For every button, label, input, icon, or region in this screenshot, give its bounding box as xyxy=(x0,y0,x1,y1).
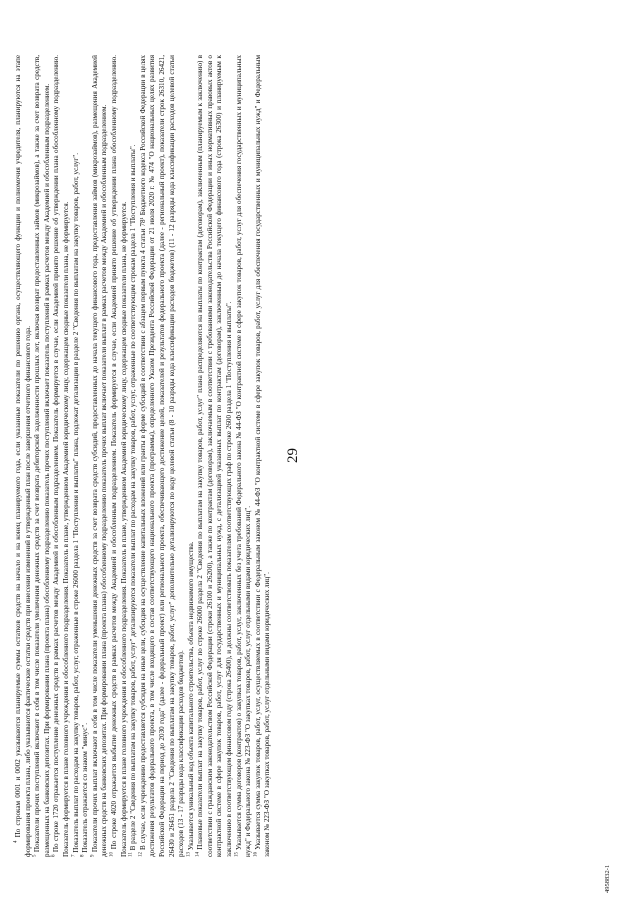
footnote-text: Указывается сумма закупок товаров, работ, услуг, осуществляемых в соответствии с Федеральным законом № 44-ФЗ "О контрактной системе в сфере закупок товаров, работ, услуг для обеспечения государственных и муниципальных нужд" и Федеральным законом № 223-ФЗ "О закупках товаров, работ, услуг отдельными видами юридических лиц". xyxy=(253,55,272,857)
footnote-mark: 9 xyxy=(90,854,96,857)
document-id: 4958832-1 xyxy=(604,864,611,893)
footnote xyxy=(187,55,197,857)
footnote xyxy=(91,55,110,857)
footnote xyxy=(110,55,129,857)
footnote-mark: 7 xyxy=(71,854,77,857)
footnote-text: По строкам 0001 и 0002 указываются планируемые суммы остатков средств на начало и на конец планируемого года, если указанные показатели по решению органа, осуществляющего функции и полномочия учредителя, планируются на этапе формирования проекта плана, либо указываются фактические остатки средств при внесении изменений в утвержденный план после завершения отчетного финансового года. xyxy=(14,55,32,857)
footnote-mark: 4 xyxy=(13,840,19,843)
page-number: 29 xyxy=(285,448,301,463)
footnote-text: Указывается сумма договоров (контрактов) о закупках товаров, работ, услуг, заключенных без учета требований Федерального закона № 44-ФЗ "О контрактной системе в сфере закупок товаров, работ, услуг для обеспечения государственных и муниципальных нужд" и Федерального закона № 223-ФЗ "О закупках товаров, работ, услуг отдельными видами юридических лиц". xyxy=(234,55,253,857)
footnote xyxy=(196,55,234,857)
footnote-mark: 5 xyxy=(32,854,38,857)
footnote xyxy=(33,55,52,857)
footnote xyxy=(235,55,254,857)
footnote-text: Показатель отражается со знаком "минус". xyxy=(81,722,90,853)
footnote-text: В случае, если учреждению предоставляется субсидия на иные цели, субсидия на осуществление капитальных вложений или гранты в форме субсидий в соответствии с абзацем первым пункта 4 статьи 78¹ Бюджетного кодекса Российской Федерации в целях достижения результатов федерального проекта, в том числе входящего в состав соответствующего национального проекта (программы), определенного Указом Президента Российской Федерации от 21 июля 2020 г. № 474 "О национальных целях развития Российской Федерации на период до 2030 года" (далее - федеральный проект) или регионального проекта, обеспечивающего достижение целей, показателей и результатов федерального проекта (далее - региональный проект), показатели строк 26310, 26421, 26430 и 26451 раздела 2 "Сведения по выплатам на закупку товаров, работ, услуг" дополнительно детализируются по коду целевой статьи (8 - 10 разряды кода классификации расходов бюджетов) (11 - 12 разряды кода классификации расходов целевой статьи расходов (13 - 17 разряды кода классификации расходов бюджетов). xyxy=(138,55,186,857)
footnote xyxy=(14,55,33,857)
footnote xyxy=(81,55,91,857)
footnote-text: По строке 1720 отражается поступление денежных средств в рамках расчетов между Академией и обособленным подразделением. Показатель формируется в случае, если Академией принято решение об утверждении плана обособленному подразделению. Показатель формируется в плане головного учреждения и обособленного подразделения. Показатель в плане, утвержденном Академией юридическому лицу, содержащем сводные показатели плана, не формируется. xyxy=(52,55,70,857)
footnote xyxy=(52,55,71,857)
footnote-mark: 13 xyxy=(186,852,192,857)
footnote-mark: 16 xyxy=(253,852,259,857)
footnote-mark: 11 xyxy=(128,852,134,857)
footnote-text: Показатели прочих поступлений включают в себя в том числе показатели увеличения денежных средств за счет возврата дебиторской задолженности прошлых лет, включая возврат предоставленных займов (микрозаймов), а также за счет возврата средств, размещенных на банковских депозитах. При формировании плана (проекта плана) обособленному подразделению показатель прочих поступлений включает показатель поступлений в рамках расчетов между Академией и обособленным подразделением. xyxy=(33,55,51,857)
footnote-mark: 8 xyxy=(80,854,86,857)
footnote-mark: 6 xyxy=(52,854,57,857)
footnote-text: Указывается уникальный код объекта капитального строительства, объекта недвижимого имущества. xyxy=(186,541,195,851)
footnote-text: В разделе 2 "Сведения по выплатам на закупку товаров, работ, услуг" детализируются показатели выплат по расходам на закупку товаров, работ, услуг, отраженные по соответствующим строкам раздела 1 "Поступления и выплаты". xyxy=(129,144,138,851)
footnote-text: Показатели прочих выплат включают в себя в том числе показатели уменьшения денежных средств за счет возврата средств субсидий, предоставленных до начала текущего финансового года, предоставления займов (микрозаймов), размещения Академией денежных средств на банковских депозитах. При формировании плана (проекта плана) обособленному подразделению показатель прочих выплат включает показатели выплат в рамках расчетов между Академией и обособленным подразделением. xyxy=(90,55,109,857)
footnote-mark: 12 xyxy=(138,852,144,857)
footnote-mark: 15 xyxy=(234,852,240,857)
footnote-text: По строке 4020 отражается выбытие денежных средств в рамках расчетов между Академией и обособленным подразделением. Показатель формируется в случае, если Академией принято решение об утверждении плана обособленному подразделению. Показатель формируется в плане головного учреждения и обособленного подразделения. Показатель в плане, утвержденном Академией юридическому лицу, содержащем сводные показатели плана, не формируется. xyxy=(109,55,128,857)
footnote xyxy=(129,55,139,857)
footnote-text: Плановые показатели выплат на закупку товаров, работ, услуг по строке 26000 раздела 2 "Сведения по выплатам на закупку товаров, работ, услуг" плана распределяются на выплаты по контрактам (договорам), заключенным (планируемым к заключению) в соответствии с гражданским законодательством Российской Федерации (строки 26100 и 26200), а также по контрактам (договорам), заключаемым в соответствии с требованиями законодательства Российской Федерации и иных нормативных правовых актов о контрактной системе в сфере закупок товаров, работ, услуг для государственных и муниципальных нужд, с детализацией указанных выплат по контрактам (договорам), заключенным до начала текущего финансового года (строка 26300) и планируемым к заключению в соответствующем финансовом году (строка 26400), и должны соответствовать показателям соответствующих граф по строке 2600 раздела 1 "Поступления и выплаты". xyxy=(196,55,234,857)
footnote-text: Показатель выплат по расходам на закупку товаров, работ, услуг, отраженные в строке 26000 раздела 1 "Поступления и выплаты" плана, подлежат детализации в разделе 2 "Сведения по выплатам на закупку товаров, работ, услуг". xyxy=(71,153,80,853)
footnote xyxy=(139,55,187,857)
footnote xyxy=(254,55,273,857)
footnote-mark: 10 xyxy=(109,852,115,857)
footnotes-block xyxy=(14,55,273,857)
footnote-mark: 14 xyxy=(195,852,201,857)
footnote xyxy=(72,55,82,857)
